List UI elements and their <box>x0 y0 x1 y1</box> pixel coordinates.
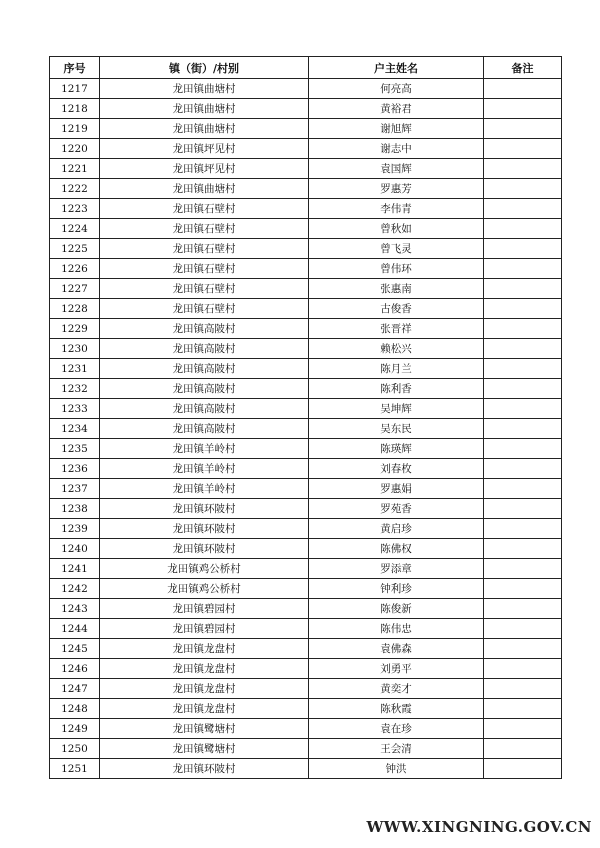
cell-remarks <box>484 119 562 139</box>
cell-serial-number: 1251 <box>50 759 100 779</box>
cell-householder-name: 罗苑香 <box>309 499 484 519</box>
cell-serial-number: 1248 <box>50 699 100 719</box>
cell-remarks <box>484 739 562 759</box>
cell-serial-number: 1218 <box>50 99 100 119</box>
cell-serial-number: 1223 <box>50 199 100 219</box>
cell-town-village: 龙田镇高陂村 <box>100 419 309 439</box>
table-row <box>50 599 562 619</box>
cell-householder-name: 罗惠芳 <box>309 179 484 199</box>
cell-householder-name: 何亮高 <box>309 79 484 99</box>
cell-householder-name: 曾伟环 <box>309 259 484 279</box>
table-row <box>50 579 562 599</box>
table-row <box>50 319 562 339</box>
cell-serial-number: 1230 <box>50 339 100 359</box>
cell-serial-number: 1225 <box>50 239 100 259</box>
cell-remarks <box>484 599 562 619</box>
cell-remarks <box>484 539 562 559</box>
table-row <box>50 139 562 159</box>
table-row <box>50 479 562 499</box>
cell-serial-number: 1246 <box>50 659 100 679</box>
cell-serial-number: 1247 <box>50 679 100 699</box>
cell-serial-number: 1235 <box>50 439 100 459</box>
cell-serial-number: 1239 <box>50 519 100 539</box>
cell-householder-name: 钟利珍 <box>309 579 484 599</box>
cell-remarks <box>484 139 562 159</box>
cell-remarks <box>484 439 562 459</box>
cell-serial-number: 1222 <box>50 179 100 199</box>
site-watermark: WWW.XINGNING.GOV.CN <box>366 818 592 836</box>
household-table <box>49 56 562 779</box>
cell-serial-number: 1221 <box>50 159 100 179</box>
table-row <box>50 299 562 319</box>
cell-remarks <box>484 159 562 179</box>
table-row <box>50 699 562 719</box>
cell-remarks <box>484 279 562 299</box>
table-row <box>50 199 562 219</box>
cell-remarks <box>484 319 562 339</box>
cell-serial-number: 1245 <box>50 639 100 659</box>
cell-remarks <box>484 719 562 739</box>
cell-remarks <box>484 619 562 639</box>
cell-serial-number: 1233 <box>50 399 100 419</box>
cell-householder-name: 谢旭辉 <box>309 119 484 139</box>
cell-householder-name: 罗添章 <box>309 559 484 579</box>
cell-town-village: 龙田镇坪见村 <box>100 159 309 179</box>
header-householder-name: 户主姓名 <box>309 57 484 79</box>
cell-town-village: 龙田镇石壁村 <box>100 239 309 259</box>
cell-town-village: 龙田镇曲塘村 <box>100 179 309 199</box>
cell-householder-name: 刘勇平 <box>309 659 484 679</box>
cell-householder-name: 王会清 <box>309 739 484 759</box>
cell-town-village: 龙田镇羊岭村 <box>100 439 309 459</box>
cell-town-village: 龙田镇石壁村 <box>100 219 309 239</box>
cell-town-village: 龙田镇环陂村 <box>100 519 309 539</box>
table-header-row <box>50 57 562 79</box>
table-row <box>50 559 562 579</box>
cell-householder-name: 黄奕才 <box>309 679 484 699</box>
cell-serial-number: 1242 <box>50 579 100 599</box>
cell-town-village: 龙田镇高陂村 <box>100 319 309 339</box>
cell-householder-name: 陈秋霞 <box>309 699 484 719</box>
cell-serial-number: 1219 <box>50 119 100 139</box>
cell-remarks <box>484 359 562 379</box>
cell-town-village: 龙田镇高陂村 <box>100 359 309 379</box>
header-town-village: 镇（街）/村别 <box>100 57 309 79</box>
cell-serial-number: 1224 <box>50 219 100 239</box>
cell-householder-name: 刘春枚 <box>309 459 484 479</box>
table-row <box>50 239 562 259</box>
table-row <box>50 99 562 119</box>
cell-serial-number: 1241 <box>50 559 100 579</box>
cell-town-village: 龙田镇高陂村 <box>100 399 309 419</box>
cell-town-village: 龙田镇鸡公桥村 <box>100 559 309 579</box>
cell-town-village: 龙田镇高陂村 <box>100 379 309 399</box>
cell-remarks <box>484 379 562 399</box>
cell-remarks <box>484 299 562 319</box>
cell-householder-name: 吴坤辉 <box>309 399 484 419</box>
cell-town-village: 龙田镇碧园村 <box>100 619 309 639</box>
cell-remarks <box>484 239 562 259</box>
cell-householder-name: 袁佛森 <box>309 639 484 659</box>
cell-householder-name: 张惠南 <box>309 279 484 299</box>
table-row <box>50 359 562 379</box>
cell-householder-name: 陈利香 <box>309 379 484 399</box>
table-row <box>50 279 562 299</box>
table-row <box>50 259 562 279</box>
cell-serial-number: 1220 <box>50 139 100 159</box>
table-row <box>50 439 562 459</box>
cell-remarks <box>484 259 562 279</box>
cell-householder-name: 钟洪 <box>309 759 484 779</box>
table-row <box>50 739 562 759</box>
table-row <box>50 459 562 479</box>
cell-householder-name: 陈月兰 <box>309 359 484 379</box>
cell-remarks <box>484 659 562 679</box>
cell-householder-name: 陈瑛辉 <box>309 439 484 459</box>
cell-householder-name: 谢志中 <box>309 139 484 159</box>
table-row <box>50 399 562 419</box>
cell-householder-name: 袁国辉 <box>309 159 484 179</box>
cell-householder-name: 袁在珍 <box>309 719 484 739</box>
cell-householder-name: 曾飞灵 <box>309 239 484 259</box>
cell-remarks <box>484 99 562 119</box>
cell-serial-number: 1228 <box>50 299 100 319</box>
cell-serial-number: 1236 <box>50 459 100 479</box>
cell-serial-number: 1234 <box>50 419 100 439</box>
cell-town-village: 龙田镇石壁村 <box>100 299 309 319</box>
cell-serial-number: 1249 <box>50 719 100 739</box>
cell-remarks <box>484 419 562 439</box>
cell-serial-number: 1217 <box>50 79 100 99</box>
cell-serial-number: 1238 <box>50 499 100 519</box>
table-row <box>50 759 562 779</box>
cell-serial-number: 1231 <box>50 359 100 379</box>
cell-householder-name: 张晋祥 <box>309 319 484 339</box>
cell-remarks <box>484 499 562 519</box>
cell-householder-name: 陈佛权 <box>309 539 484 559</box>
cell-town-village: 龙田镇龙盘村 <box>100 679 309 699</box>
cell-town-village: 龙田镇鸡公桥村 <box>100 579 309 599</box>
cell-town-village: 龙田镇石壁村 <box>100 279 309 299</box>
cell-remarks <box>484 639 562 659</box>
cell-serial-number: 1240 <box>50 539 100 559</box>
cell-remarks <box>484 699 562 719</box>
cell-householder-name: 黄启珍 <box>309 519 484 539</box>
table-body <box>50 79 562 779</box>
cell-remarks <box>484 519 562 539</box>
cell-town-village: 龙田镇龙盘村 <box>100 659 309 679</box>
cell-town-village: 龙田镇环陂村 <box>100 539 309 559</box>
cell-remarks <box>484 479 562 499</box>
cell-town-village: 龙田镇鹭塘村 <box>100 739 309 759</box>
cell-remarks <box>484 399 562 419</box>
table-row <box>50 519 562 539</box>
cell-remarks <box>484 559 562 579</box>
table-row <box>50 219 562 239</box>
cell-householder-name: 曾秋如 <box>309 219 484 239</box>
cell-town-village: 龙田镇环陂村 <box>100 759 309 779</box>
cell-serial-number: 1237 <box>50 479 100 499</box>
table-row <box>50 499 562 519</box>
header-remarks: 备注 <box>484 57 562 79</box>
cell-town-village: 龙田镇曲塘村 <box>100 79 309 99</box>
cell-householder-name: 赖松兴 <box>309 339 484 359</box>
cell-town-village: 龙田镇石壁村 <box>100 199 309 219</box>
cell-serial-number: 1226 <box>50 259 100 279</box>
table-row <box>50 679 562 699</box>
cell-remarks <box>484 179 562 199</box>
cell-remarks <box>484 459 562 479</box>
table-row <box>50 659 562 679</box>
cell-town-village: 龙田镇高陂村 <box>100 339 309 359</box>
cell-town-village: 龙田镇石壁村 <box>100 259 309 279</box>
cell-remarks <box>484 679 562 699</box>
cell-town-village: 龙田镇曲塘村 <box>100 99 309 119</box>
cell-town-village: 龙田镇龙盘村 <box>100 699 309 719</box>
cell-householder-name: 罗惠娟 <box>309 479 484 499</box>
cell-town-village: 龙田镇龙盘村 <box>100 639 309 659</box>
cell-town-village: 龙田镇环陂村 <box>100 499 309 519</box>
cell-town-village: 龙田镇羊岭村 <box>100 459 309 479</box>
table-row <box>50 159 562 179</box>
cell-town-village: 龙田镇曲塘村 <box>100 119 309 139</box>
cell-serial-number: 1250 <box>50 739 100 759</box>
table-row <box>50 339 562 359</box>
cell-householder-name: 古俊香 <box>309 299 484 319</box>
cell-householder-name: 吴东民 <box>309 419 484 439</box>
cell-remarks <box>484 339 562 359</box>
cell-town-village: 龙田镇羊岭村 <box>100 479 309 499</box>
cell-remarks <box>484 219 562 239</box>
cell-householder-name: 陈俊新 <box>309 599 484 619</box>
cell-householder-name: 陈伟忠 <box>309 619 484 639</box>
cell-householder-name: 黄裕君 <box>309 99 484 119</box>
cell-serial-number: 1227 <box>50 279 100 299</box>
table-row <box>50 539 562 559</box>
table-row <box>50 79 562 99</box>
cell-town-village: 龙田镇碧园村 <box>100 599 309 619</box>
cell-householder-name: 李伟青 <box>309 199 484 219</box>
cell-town-village: 龙田镇鹭塘村 <box>100 719 309 739</box>
header-serial-number: 序号 <box>50 57 100 79</box>
table-row <box>50 119 562 139</box>
cell-serial-number: 1229 <box>50 319 100 339</box>
cell-remarks <box>484 79 562 99</box>
cell-remarks <box>484 199 562 219</box>
table-row <box>50 419 562 439</box>
table-row <box>50 639 562 659</box>
cell-remarks <box>484 579 562 599</box>
cell-remarks <box>484 759 562 779</box>
cell-serial-number: 1243 <box>50 599 100 619</box>
cell-serial-number: 1244 <box>50 619 100 639</box>
table-row <box>50 179 562 199</box>
cell-serial-number: 1232 <box>50 379 100 399</box>
table-row <box>50 379 562 399</box>
cell-town-village: 龙田镇坪见村 <box>100 139 309 159</box>
table-row <box>50 619 562 639</box>
table-row <box>50 719 562 739</box>
